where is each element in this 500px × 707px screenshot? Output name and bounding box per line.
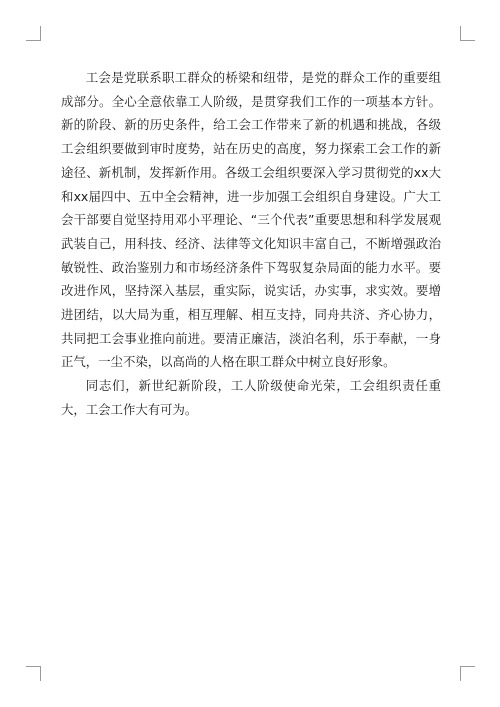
crop-mark-top-left bbox=[26, 26, 41, 41]
paragraph-2: 同志们，新世纪新阶段，工人阶级使命光荣，工会组织责任重大，工会工作大有可为。 bbox=[61, 378, 441, 417]
crop-mark-bottom-left bbox=[26, 666, 41, 681]
document-body bbox=[61, 66, 441, 422]
paragraph-1: 工会是党联系职工群众的桥梁和纽带，是党的群众工作的重要组成部分。全心全意依靠工人阶级，是贯穿我们工作的一项基本方针。新的阶段、新的历史条件，给工会工作带来了新的机遇和挑战，各级工会组织要做到审时度势，站在历史的高度，努力探索工会工作的新途径、新机制，发挥新作用。各级工会组织要深入学习贯彻党的xx大和xx届四中、五中全会精神，进一步加强工会组织自身建设。广大工会干部要自觉坚持用邓小平理论、“三个代表”重要思想和科学发展观武装自己，用科技、经济、法律等文化知识丰富自己，不断增强政治敏锐性、政治鉴别力和市场经济条件下驾驭复杂局面的能力水平。要改进作风，坚持深入基层，重实际，说实话，办实事，求实效。要增进团结，以大局为重，相互理解、相互支持，同舟共济、齐心协力，共同把工会事业推向前进。要清正廉洁，淡泊名利，乐于奉献，一身正气，一尘不染，以高尚的人格在职工群众中树立良好形象。 bbox=[61, 70, 441, 370]
crop-mark-bottom-right bbox=[460, 666, 475, 681]
crop-mark-top-right bbox=[460, 26, 475, 41]
